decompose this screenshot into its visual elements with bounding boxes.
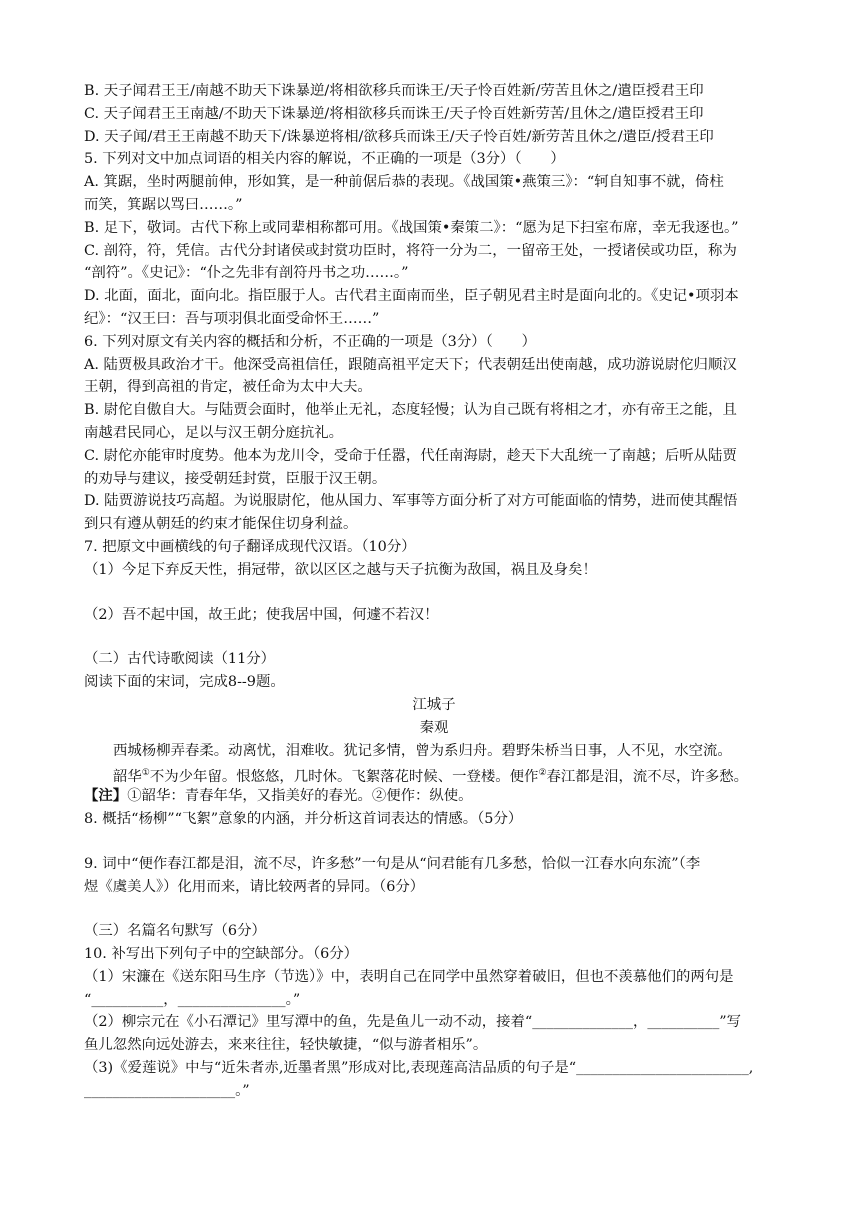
exam-page xyxy=(84,80,784,1103)
question-10-stem: 10. 补写出下列句子中的空缺部分。（6分） xyxy=(84,946,359,963)
question-7 xyxy=(84,536,784,626)
q7-sentence-2: （2）吾不起中国，故王此；使我居中国，何遽不若汉！ xyxy=(84,606,439,623)
footnote-marker-1: ① xyxy=(141,768,150,779)
answer-space xyxy=(84,626,784,648)
section-poetry xyxy=(84,648,784,898)
footnote-marker-2: ② xyxy=(538,768,547,779)
question-9-line: 煜《虞美人》）化用而来，请比较两者的异同。（6分） xyxy=(84,878,425,895)
poem-text: 不为少年留。恨悠悠，几时休。飞絮落花时候、一登楼。便作 xyxy=(149,769,539,786)
poem-stanza-1: 西城杨柳弄春柔。动离忧，泪难收。犹记多情，曾为系归舟。碧野朱桥当日事，人不见，水空流。 xyxy=(113,742,732,759)
q6-line: 王朝，得到高祖的肯定，被任命为太中大夫。 xyxy=(84,379,372,396)
poem-text: 韶华 xyxy=(113,769,142,786)
q6-line: D. 陆贾游说技巧高超。为说服尉佗，他从国力、军事等方面分析了对方可能面临的情势，进而使其醒悟 xyxy=(84,493,738,510)
q10-line: 鱼儿忽然向远处游去，来来往往，轻快敏捷，“似与游者相乐”。 xyxy=(84,1037,488,1054)
q6-line: 的劝导与建议，接受朝廷封赏，臣服于汉王朝。 xyxy=(84,470,387,487)
q4-option-c: C. 天子闻君王王南越/不助天下诛暴逆/将相欲移兵而诛王/天子怜百姓新劳苦/且休之/遣臣授君王印 xyxy=(84,105,704,122)
q10-line: _____________________。” xyxy=(84,1082,250,1099)
q7-stem: 7. 把原文中画横线的句子翻译成现代汉语。（10分） xyxy=(84,538,416,555)
q10-line: （3)《爱莲说》中与“近朱者赤,近墨者黑”形成对比,表现莲高洁品质的句子是“________________________, xyxy=(84,1060,754,1077)
q5-line: 纪》：“汉王曰：吾与项羽俱北面受命怀王……” xyxy=(84,310,380,327)
q5-line: “剖符”。《史记》：“仆之先非有剖符丹书之功……。” xyxy=(84,265,409,282)
answer-space xyxy=(84,898,784,920)
q6-line: B. 尉佗自傲自大。与陆贾会面时，他举止无礼，态度轻慢；认为自己既有将相之才，亦有帝王之能，且 xyxy=(84,402,737,419)
note-text: ①韶华：青春年华，又指美好的春光。②便作：纵使。 xyxy=(127,788,473,805)
q7-sentence-1: （1）今足下弃反天性，捐冠带，欲以区区之越与天子抗衡为敌国，祸且及身矣！ xyxy=(84,561,597,578)
q4-option-d: D. 天子闻/君王王南越不助天下/诛暴逆将相/欲移兵而诛王/天子怜百姓/新劳苦且休之/遣臣/授君王印 xyxy=(84,128,714,145)
poem-stanza-2 xyxy=(84,762,784,785)
answer-space xyxy=(84,831,784,853)
q10-line: （2）柳宗元在《小石潭记》里写潭中的鱼，先是鱼儿一动不动，接着“______________，__________”写 xyxy=(84,1014,742,1031)
q5-line: D. 北面，面北，面向北。指臣服于人。古代君主面南而坐，臣子朝见君主时是面向北的。《史记•项羽本 xyxy=(84,288,739,305)
q5-line: C. 剖符，符，凭信。古代分封诸侯或封赏功臣时，将符一分为二，一留帝王处，一授诸侯或功臣，称为 xyxy=(84,242,737,259)
answer-space xyxy=(84,582,784,604)
poem-note xyxy=(84,785,784,808)
section-2-intro: 阅读下面的宋词，完成8--9题。 xyxy=(84,674,285,691)
poem-author: 秦观 xyxy=(419,719,449,736)
question-5 xyxy=(84,148,784,330)
question-9-line: 9. 词中“便作春江都是泪，流不尽，许多愁”一句是从“问君能有几多愁，恰似一江春水向东流”（李 xyxy=(84,855,701,872)
q5-line: 而笑，箕踞以骂曰……。” xyxy=(84,196,243,213)
question-8: 8. 概括“杨柳”“飞絮”意象的内涵，并分析这首词表达的情感。（5分） xyxy=(84,810,523,827)
q5-stem: 5. 下列对文中加点词语的相关内容的解说，不正确的一项是（3分）（ ） xyxy=(84,151,565,168)
q10-line: “__________，_______________。” xyxy=(84,991,301,1008)
section-2-heading: （二）古代诗歌阅读（11分） xyxy=(84,651,275,668)
q6-line: 南越君民同心，足以与汉王朝分庭抗礼。 xyxy=(84,424,344,441)
poem-title: 江城子 xyxy=(412,696,456,713)
q6-stem: 6. 下列对原文有关内容的概括和分析，不正确的一项是（3分）（ ） xyxy=(84,333,536,350)
q4-options xyxy=(84,80,784,148)
q6-line: C. 尉佗亦能审时度势。他本为龙川令，受命于任嚣，代任南海尉，趁天下大乱统一了南越；后听从陆贾 xyxy=(84,447,737,464)
poem-text: 春江都是泪，流不尽，许多愁。 xyxy=(546,769,748,786)
q6-line: A. 陆贾极具政治才干。他深受高祖信任，跟随高祖平定天下；代表朝廷出使南越，成功游说尉佗归顺汉 xyxy=(84,356,737,373)
section-3-heading: （三）名篇名句默写（6分） xyxy=(84,923,266,940)
q10-line: （1）宋濂在《送东阳马生序（节选）》中，表明自己在同学中虽然穿着破旧，但也不羡慕他们的两句是 xyxy=(84,968,734,985)
note-label: 【注】 xyxy=(84,787,128,805)
q6-line: 到只有遵从朝廷的约束才能保住切身利益。 xyxy=(84,516,358,533)
section-dictation xyxy=(84,920,784,1102)
question-6 xyxy=(84,331,784,536)
q5-line: B. 足下，敬词。古代下称上或同辈相称都可用。《战国策•秦策二》：“愿为足下扫室布席，幸无我逐也。” xyxy=(84,219,739,236)
q5-line: A. 箕踞，坐时两腿前伸，形如箕，是一种前倨后恭的表现。《战国策•燕策三》：“轲自知事不就，倚柱 xyxy=(84,174,724,191)
q4-option-b: B. 天子闻君王王/南越不助天下诛暴逆/将相欲移兵而诛王/天子怜百姓新/劳苦且休之/遣臣授君王印 xyxy=(84,83,704,99)
